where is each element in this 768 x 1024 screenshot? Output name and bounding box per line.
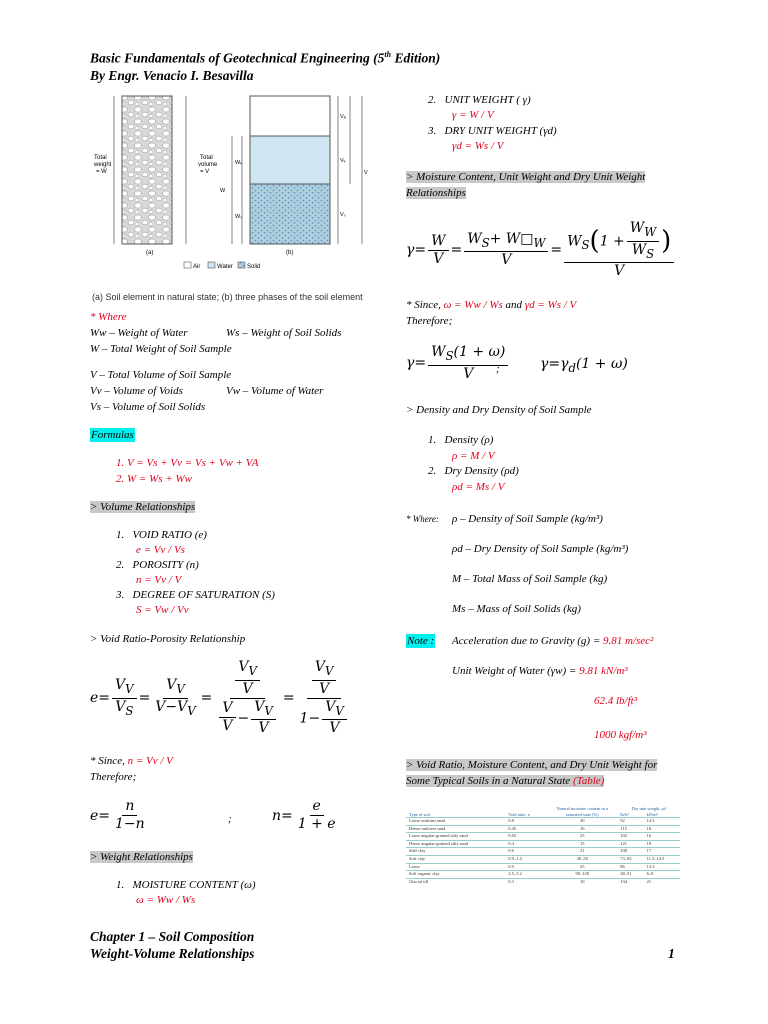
svg-text:= V: = V bbox=[200, 169, 210, 175]
void-porosity-title: > Void Ratio-Porosity Relationship bbox=[90, 633, 246, 645]
dry-unit-weight-item: 3. DRY UNIT WEIGHT (γd) bbox=[428, 125, 557, 137]
svg-text:= W: = W bbox=[96, 169, 107, 175]
table-row bbox=[406, 848, 680, 856]
def-v: V – Total Volume of Soil Sample bbox=[90, 369, 232, 381]
svg-text:Vₐ: Vₐ bbox=[340, 114, 346, 120]
therefore-2: Therefore; bbox=[406, 315, 453, 327]
natural-soil-element bbox=[122, 96, 172, 244]
table-cell: 21 bbox=[580, 848, 585, 854]
table-cell: 134 bbox=[620, 878, 628, 884]
note-gravity: Acceleration due to Gravity (g) = 9.81 m/sec² bbox=[452, 635, 654, 647]
density-formula: ρ = M / V bbox=[452, 450, 495, 462]
fig-label-b: (b) bbox=[286, 250, 294, 256]
soil-phase-diagram bbox=[92, 94, 376, 280]
header-title: Basic Fundamentals of Geotechnical Engineering (5th Edition) bbox=[90, 50, 441, 66]
moisture-content-item: 1. MOISTURE CONTENT (ω) bbox=[116, 879, 256, 891]
table-cell: 102 bbox=[620, 833, 628, 839]
table-cell: 25 bbox=[580, 863, 585, 869]
table-cell: 17 bbox=[646, 848, 652, 854]
table-cell: Loess bbox=[409, 863, 420, 869]
page-header bbox=[90, 46, 510, 84]
note-water-unit-weight: Unit Weight of Water (γw) = 9.81 kN/m³ bbox=[452, 665, 628, 677]
svg-text:Wₛ: Wₛ bbox=[235, 214, 243, 220]
table-cell: 16 bbox=[646, 833, 652, 839]
table-cell: 13.5 bbox=[646, 863, 655, 869]
table-cell: 86 bbox=[620, 863, 625, 869]
table-cell: Glacial till bbox=[409, 878, 429, 884]
table-row bbox=[406, 840, 680, 848]
def-vw: Vw – Volume of Water bbox=[226, 385, 324, 397]
table-cell: 16 bbox=[580, 825, 585, 831]
saturation-item: 3. DEGREE OF SATURATION (S) bbox=[116, 589, 275, 601]
table-cell: 18 bbox=[646, 825, 652, 831]
svg-text:Vᵥ: Vᵥ bbox=[340, 158, 346, 164]
void-ratio-formula: e = Vv / Vs bbox=[136, 544, 185, 556]
soil-properties-table bbox=[406, 806, 680, 885]
unit-weight-item: 2. UNIT WEIGHT ( γ) bbox=[428, 94, 531, 106]
table-cell: 0.9–1.4 bbox=[508, 855, 522, 861]
fig-label-total-volume: Total bbox=[200, 155, 213, 161]
table-cell: 90–120 bbox=[575, 871, 590, 877]
table-row bbox=[406, 818, 680, 826]
weight-section-title: > Weight Relationships bbox=[90, 851, 193, 863]
eq-separator-2: ; bbox=[496, 363, 500, 375]
table-cell: Dense angular-grained silty sand bbox=[409, 840, 469, 846]
footer-subtitle: Weight-Volume Relationships bbox=[90, 946, 255, 961]
table-cell: Loose uniform sand bbox=[409, 818, 445, 823]
water-phase bbox=[250, 136, 330, 184]
dry-unit-weight-formula: γd = Ws / V bbox=[452, 140, 504, 152]
page-footer bbox=[90, 928, 390, 962]
col-knm3: kN/m³ bbox=[646, 811, 658, 817]
table-cell: 25 bbox=[580, 833, 585, 839]
table-cell: Dense uniform sand bbox=[409, 825, 446, 831]
gamma-d-equation: $\gamma=\gamma_d(1 + \omega)$ bbox=[540, 356, 628, 375]
air-phase bbox=[250, 96, 330, 136]
fig-label-a: (a) bbox=[146, 250, 154, 256]
table-row bbox=[406, 855, 680, 863]
gamma-omega-equation: γ= $\frac{W_S(1 + \omega)}{V}$ bbox=[406, 344, 510, 383]
density-item: 1. Density (ρ) bbox=[428, 434, 494, 446]
page-number: 1 bbox=[668, 946, 675, 961]
col-lbft3: lb/ft³ bbox=[620, 811, 629, 817]
table-cell: 121 bbox=[620, 840, 628, 846]
moisture-relationship-title: > Moisture Content, Unit Weight and Dry Unit Weight Relationships bbox=[406, 171, 646, 199]
legend-solid: Solid bbox=[247, 264, 261, 270]
table-cell: 0.3 bbox=[508, 878, 514, 884]
table-row bbox=[406, 863, 680, 871]
density-section-title: > Density and Dry Density of Soil Sample bbox=[406, 404, 592, 416]
table-row bbox=[406, 833, 680, 841]
table-cell: 92 bbox=[620, 818, 625, 823]
table-cell: 115 bbox=[620, 825, 627, 831]
eq-separator-1: ; bbox=[228, 813, 232, 825]
header-author: By Engr. Venacio I. Besavilla bbox=[90, 67, 254, 83]
soil-table-title: > Void Ratio, Moisture Content, and Dry Unit Weight for Some Typical Soils in a Natural State (Table) bbox=[406, 759, 658, 787]
since-gamma-line: * Since, ω = Ww / Ws and γd = Ws / V bbox=[406, 299, 577, 311]
table-cell: Stiff clay bbox=[409, 848, 426, 854]
soil-phase-figure bbox=[92, 94, 376, 280]
table-cell: 10 bbox=[580, 878, 585, 884]
where-label-2: * Where: bbox=[406, 514, 439, 524]
table-cell: Soft clay bbox=[409, 855, 426, 861]
note-label: Note : bbox=[407, 635, 435, 647]
moisture-content-formula: ω = Ww / Ws bbox=[136, 894, 196, 906]
formula-2: 2. W = Ws + Ww bbox=[116, 473, 192, 485]
table-cell: 19 bbox=[646, 840, 652, 846]
table-cell: 0.45 bbox=[508, 825, 517, 831]
where-m: M – Total Mass of Soil Sample (kg) bbox=[452, 573, 608, 585]
table-cell: 0.65 bbox=[508, 833, 517, 839]
footer-chapter: Chapter 1 – Soil Composition bbox=[90, 929, 255, 944]
solid-phase bbox=[250, 184, 330, 244]
def-vv: Vv – Volume of Voids bbox=[90, 385, 183, 397]
formula-1: 1. V = Vs + Vv = Vs + Vw + VA bbox=[116, 457, 259, 469]
formulas-title: Formulas bbox=[91, 429, 134, 441]
table-cell: 0.4 bbox=[508, 840, 514, 846]
porosity-formula: n = Vv / V bbox=[136, 574, 182, 586]
where-rho: ρ – Density of Soil Sample (kg/m³) bbox=[452, 513, 603, 525]
fig-label-total-weight: Total bbox=[94, 155, 107, 161]
gamma-equation: γ= $\frac{W}{V}$ = $\frac{W_S+ W□_W}{V}$ = $W_S(1$ + $\frac{W_W}{W_S}$ ) V bbox=[406, 214, 676, 286]
table-cell: 15 bbox=[580, 840, 585, 846]
legend-air: Air bbox=[193, 264, 201, 270]
volume-section-title: > Volume Relationships bbox=[90, 501, 196, 513]
col-dry-unit-weight: Dry unit weight, γd bbox=[631, 806, 666, 811]
n-from-e-equation: n= $\frac{e}{1 + e}$ bbox=[272, 798, 336, 832]
col-moisture: Natural moisture content in a saturated state (%) bbox=[556, 806, 608, 817]
def-vs: Vs – Volume of Soil Solids bbox=[90, 401, 206, 413]
svg-text:Wᵥ: Wᵥ bbox=[235, 160, 242, 166]
table-row bbox=[406, 825, 680, 833]
note-water-lbft: 62.4 lb/ft³ bbox=[594, 695, 638, 707]
table-cell: 6–8 bbox=[646, 871, 654, 877]
saturation-formula: S = Vw / Vv bbox=[136, 604, 189, 616]
def-ww: Ww – Weight of Water bbox=[90, 327, 188, 339]
unit-weight-formula: γ = W / V bbox=[452, 109, 494, 121]
col-void-ratio: Void ratio, e bbox=[508, 811, 530, 817]
table-cell: 30–50 bbox=[576, 855, 588, 861]
where-ms: Ms – Mass of Soil Solids (kg) bbox=[452, 603, 581, 615]
table-cell: 11.5–14.5 bbox=[646, 855, 665, 861]
porosity-item: 2. POROSITY (n) bbox=[116, 559, 199, 571]
table-cell: 73–93 bbox=[620, 855, 632, 861]
table-cell: 0.6 bbox=[508, 848, 514, 854]
table-cell: 2.5–3.2 bbox=[508, 871, 522, 877]
where-label: * Where bbox=[90, 311, 127, 323]
void-ratio-equation: e= $\frac{V_V}{V_S}$ = $\frac{V_V}{V-V_V}$ = $\frac{V_V}{V}$ $\frac{V}{V}$ − $\frac{V_V}{V}$ = $\frac{V_V}{V}$ 1− $\frac{V_V}{V}$ bbox=[90, 658, 354, 738]
svg-text:V: V bbox=[364, 170, 368, 176]
table-cell: 108 bbox=[620, 848, 628, 854]
table-cell: 14.5 bbox=[646, 818, 655, 823]
table-cell: 0.9 bbox=[508, 863, 514, 869]
table-cell: 0.8 bbox=[508, 818, 514, 823]
soil-properties-table-container bbox=[406, 806, 680, 885]
table-row bbox=[406, 871, 680, 879]
where-rho-d: ρd – Dry Density of Soil Sample (kg/m³) bbox=[452, 543, 629, 555]
table-cell: Soft organic clay bbox=[409, 871, 440, 877]
svg-text:weight: weight bbox=[94, 162, 112, 168]
table-cell: 21 bbox=[646, 878, 652, 884]
therefore-1: Therefore; bbox=[90, 771, 137, 783]
table-cell: 30 bbox=[580, 818, 585, 823]
svg-text:W: W bbox=[220, 188, 226, 194]
dry-density-formula: ρd = Ms / V bbox=[452, 481, 505, 493]
table-cell: 38–51 bbox=[620, 871, 632, 877]
svg-text:volume: volume bbox=[198, 162, 218, 168]
def-ws: Ws – Weight of Soil Solids bbox=[226, 327, 342, 339]
legend-water: Water bbox=[217, 264, 233, 270]
since-n-line: * Since, n = Vv / V bbox=[90, 755, 173, 767]
table-cell: Loose angular-grained silty sand bbox=[409, 833, 468, 839]
def-w: W – Total Weight of Soil Sample bbox=[90, 343, 232, 355]
dry-density-item: 2. Dry Density (ρd) bbox=[428, 465, 519, 477]
e-from-n-equation: e= $\frac{n}{1-n}$ bbox=[90, 798, 145, 832]
figure-caption: (a) Soil element in natural state; (b) three phases of the soil element bbox=[92, 292, 363, 302]
col-type-of-soil: Type of soil bbox=[409, 811, 430, 817]
note-water-kgf: 1000 kgf/m³ bbox=[594, 729, 647, 741]
void-ratio-item: 1. VOID RATIO (e) bbox=[116, 529, 207, 541]
table-row bbox=[406, 878, 680, 885]
svg-text:Vₛ: Vₛ bbox=[340, 212, 346, 218]
